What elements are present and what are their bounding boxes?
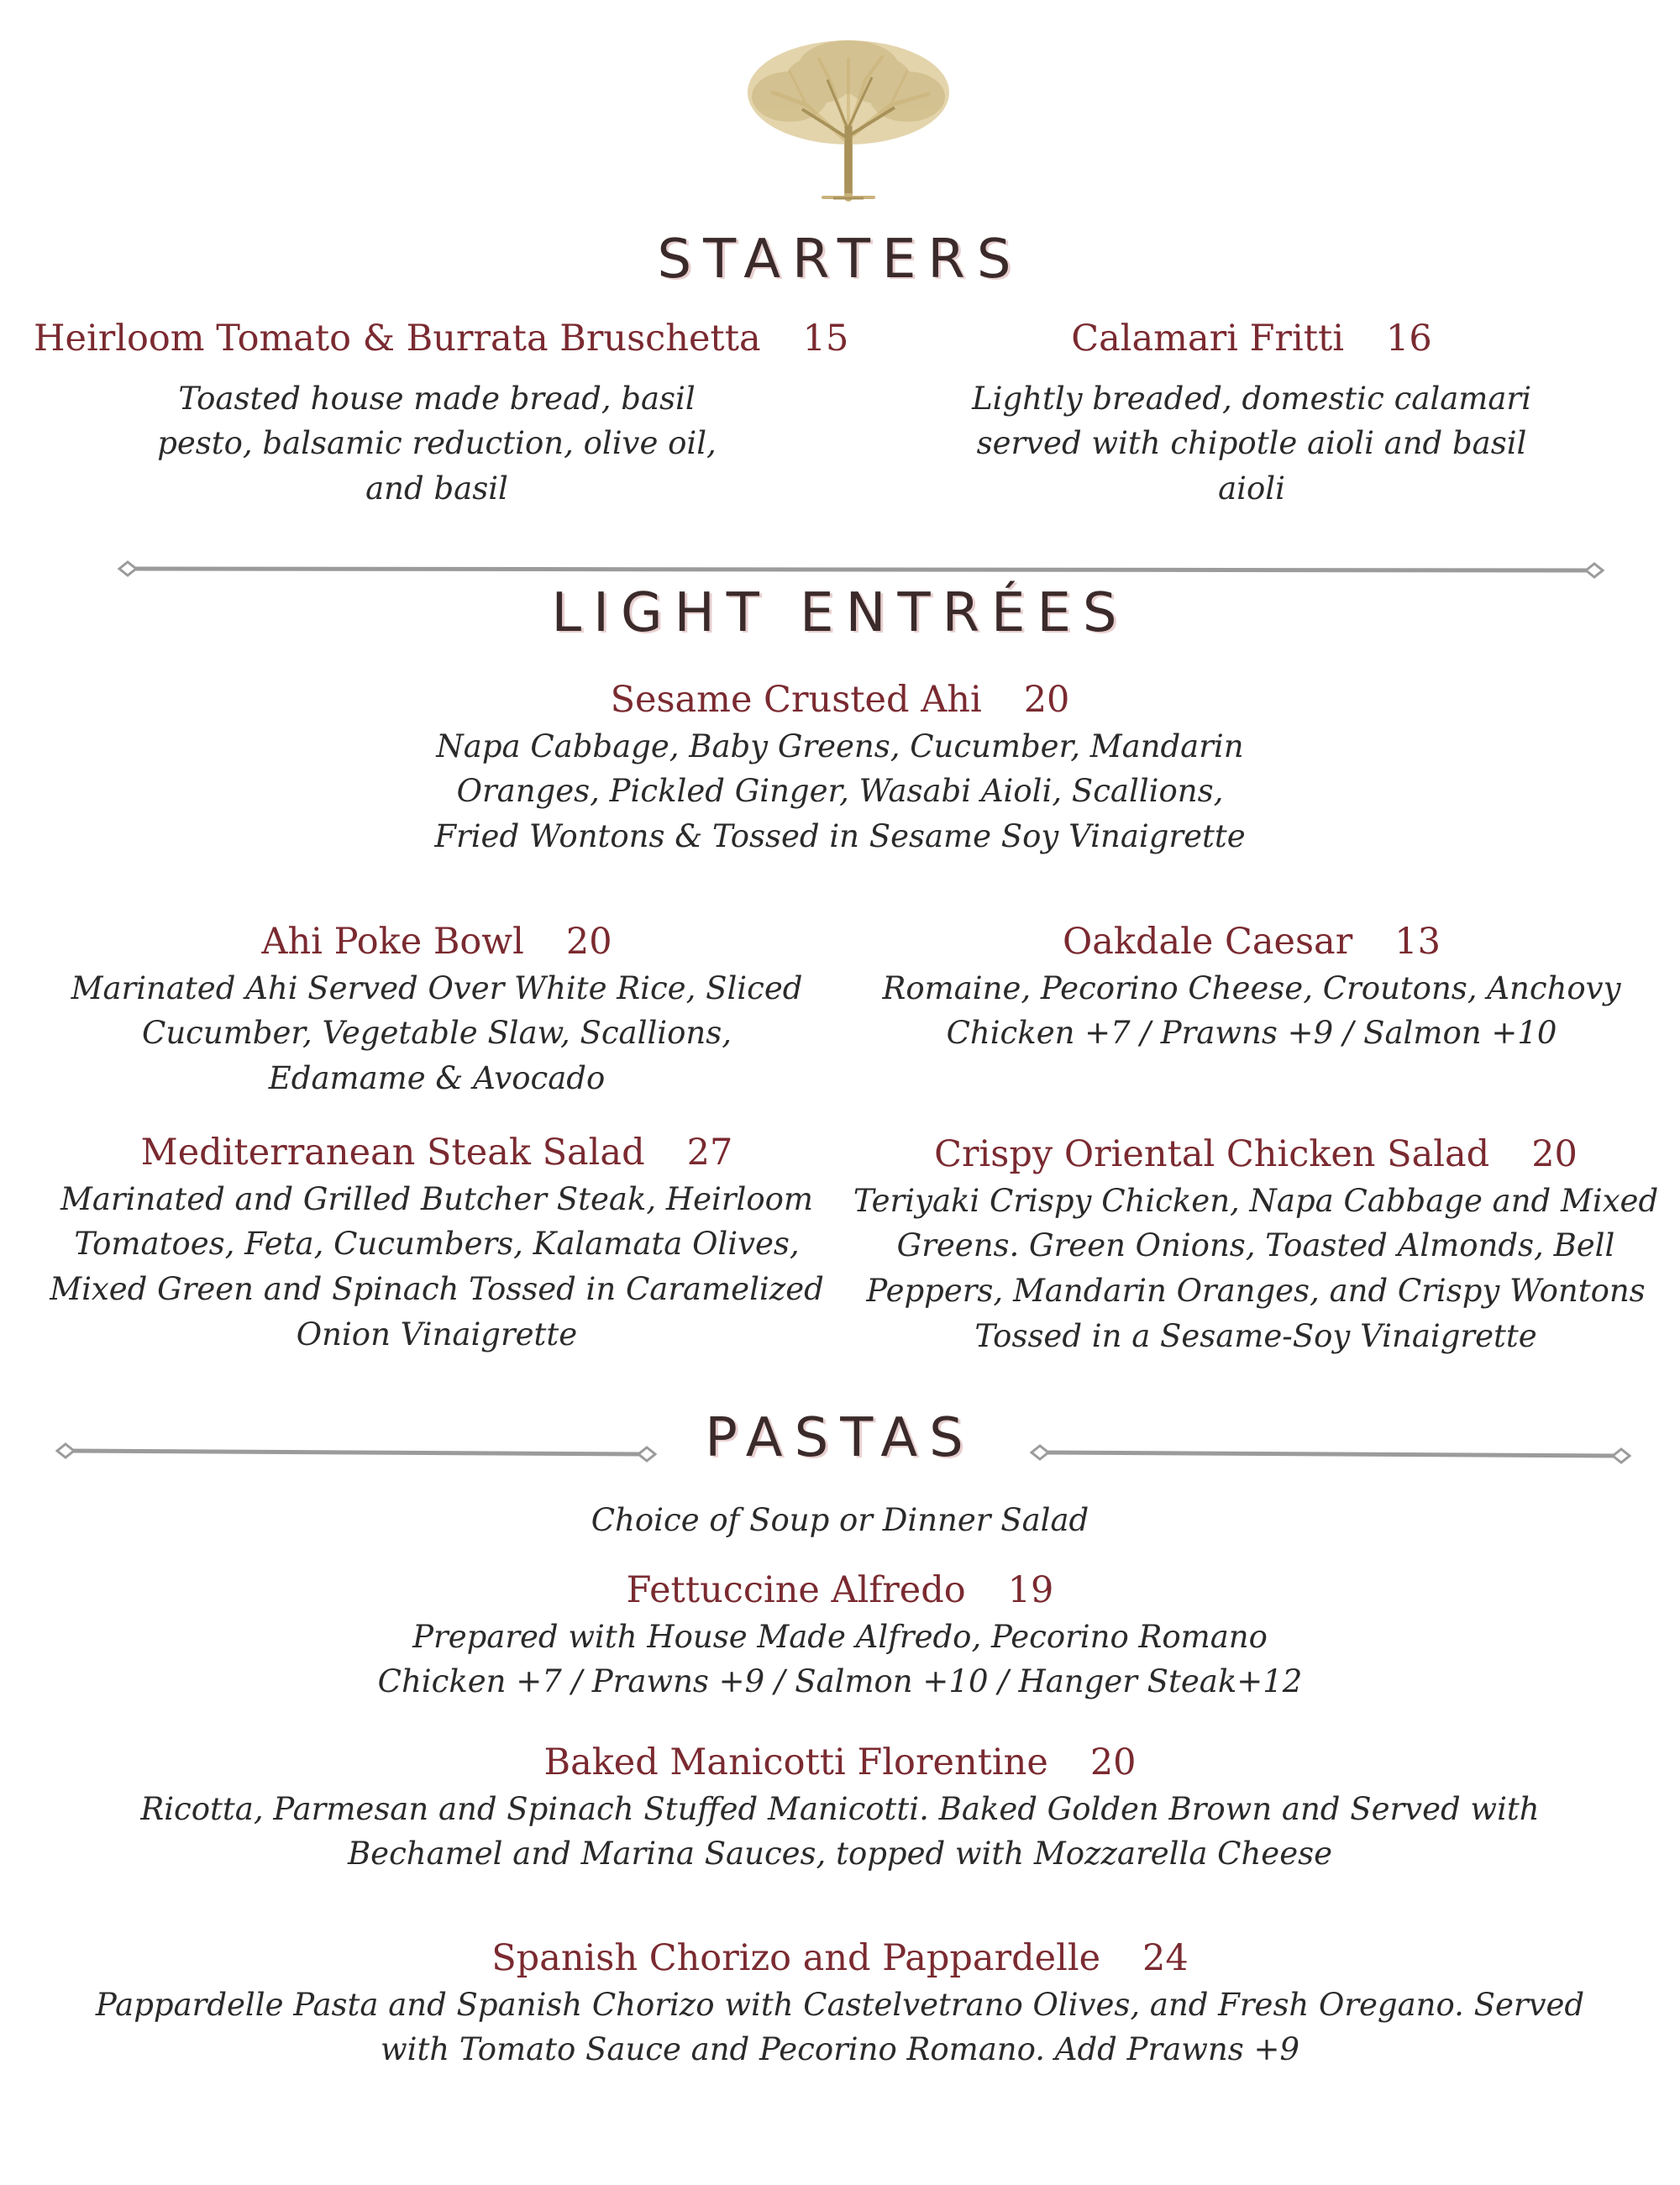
item-name: Mediterranean Steak Salad — [140, 1132, 645, 1174]
description-line: with Tomato Sauce and Pecorino Romano. Add Prawns +9 — [380, 2031, 1300, 2068]
item-description — [848, 1179, 1663, 1359]
description-line: Marinated and Grilled Butcher Steak, Heirloom — [60, 1180, 814, 1217]
item-description — [857, 376, 1646, 512]
oak-tree-icon — [739, 34, 958, 202]
description-line: Peppers, Mandarin Oranges, and Crispy Wontons — [866, 1272, 1646, 1309]
description-line: Prepared with House Made Alfredo, Pecorino Romano — [412, 1618, 1268, 1655]
description-line: Marinated Ahi Served Over White Rice, Sliced — [71, 969, 803, 1006]
menu-item — [67, 1937, 1613, 2072]
menu-item — [848, 1133, 1663, 1358]
description-line: Lightly breaded, domestic calamari — [972, 380, 1531, 417]
description-line: Bechamel and Marina Sauces, topped with Mozzarella Cheese — [347, 1836, 1332, 1872]
menu-item — [857, 318, 1646, 512]
item-price: 20 — [1089, 1741, 1137, 1783]
item-description — [857, 966, 1646, 1056]
menu-item — [857, 921, 1646, 1056]
description-line: Oranges, Pickled Ginger, Wasabi Aioli, Scallions, — [456, 773, 1224, 810]
description-line: aioli — [1218, 470, 1285, 507]
item-price: 27 — [686, 1132, 733, 1174]
item-title — [34, 921, 840, 964]
description-line: Greens. Green Onions, Toasted Almonds, Bell — [896, 1227, 1615, 1264]
description-line: Chicken +7 / Prawns +9 / Salmon +10 / Hanger Steak+12 — [377, 1663, 1303, 1700]
menu-item — [84, 1741, 1596, 1877]
item-price: 24 — [1142, 1937, 1189, 1979]
section-divider-right — [1030, 1444, 1631, 1464]
item-price: 20 — [565, 921, 612, 963]
item-title — [34, 318, 849, 361]
description-line: Chicken +7 / Prawns +9 / Salmon +10 — [946, 1015, 1557, 1052]
section-divider — [118, 559, 1604, 579]
description-line: Onion Vinaigrette — [296, 1316, 578, 1352]
description-line: Toasted house made bread, basil — [178, 380, 696, 417]
pastas-note: Choice of Soup or Dinner Salad — [591, 1502, 1089, 1538]
menu-item — [34, 318, 849, 512]
description-line: Ricotta, Parmesan and Spinach Stuffed Manicotti. Baked Golden Brown and Served with — [140, 1790, 1540, 1827]
item-description — [34, 376, 840, 512]
description-line: and basil — [365, 470, 508, 507]
description-line: Tossed in a Sesame-Soy Vinaigrette — [974, 1317, 1537, 1354]
menu-item — [252, 1569, 1428, 1704]
description-line: served with chipotle aioli and basil — [976, 425, 1527, 462]
item-description — [84, 1787, 1596, 1877]
item-name: Oakdale Caesar — [1063, 921, 1353, 963]
description-line: Romaine, Pecorino Cheese, Croutons, Anchovy — [882, 969, 1621, 1006]
pastas-heading: PASTAS — [705, 1407, 975, 1469]
item-name: Calamari Fritti — [1071, 318, 1345, 360]
description-line: Napa Cabbage, Baby Greens, Cucumber, Mandarin — [436, 727, 1244, 764]
item-name: Crispy Oriental Chicken Salad — [934, 1133, 1490, 1175]
item-title — [857, 921, 1646, 964]
description-line: Pappardelle Pasta and Spanish Chorizo with Castelvetrano Olives, and Fresh Oregano. Served — [95, 1986, 1585, 2023]
description-line: Cucumber, Vegetable Slaw, Scallions, — [142, 1015, 732, 1052]
item-name: Fettuccine Alfredo — [626, 1569, 966, 1611]
item-name: Ahi Poke Bowl — [261, 921, 524, 963]
item-description — [252, 1615, 1428, 1704]
item-title — [857, 318, 1646, 361]
item-price: 19 — [1007, 1569, 1054, 1611]
item-title — [336, 679, 1344, 722]
description-line: Edamame & Avocado — [268, 1059, 606, 1096]
description-line: Teriyaki Crispy Chicken, Napa Cabbage and Mixed — [853, 1182, 1659, 1219]
item-description — [34, 1177, 840, 1358]
item-name: Heirloom Tomato & Burrata Bruschetta — [34, 318, 761, 360]
menu-item — [34, 921, 840, 1101]
menu-item — [336, 679, 1344, 859]
item-price: 15 — [802, 318, 849, 360]
starters-heading: STARTERS — [657, 228, 1023, 291]
menu-item — [34, 1132, 840, 1357]
item-price: 20 — [1023, 679, 1070, 721]
item-title — [848, 1133, 1663, 1177]
description-line: Tomatoes, Feta, Cucumbers, Kalamata Olives, — [74, 1226, 800, 1263]
item-price: 13 — [1394, 921, 1441, 963]
description-line: Fried Wontons & Tossed in Sesame Soy Vinaigrette — [434, 817, 1246, 854]
description-line: pesto, balsamic reduction, olive oil, — [157, 425, 717, 462]
item-description — [67, 1983, 1613, 2072]
item-name: Spanish Chorizo and Pappardelle — [491, 1937, 1101, 1979]
item-title — [84, 1741, 1596, 1785]
item-title — [34, 1132, 840, 1175]
item-price: 16 — [1386, 318, 1432, 360]
item-price: 20 — [1531, 1133, 1578, 1175]
item-name: Baked Manicotti Florentine — [543, 1741, 1048, 1783]
item-title — [252, 1569, 1428, 1613]
item-name: Sesame Crusted Ahi — [610, 679, 982, 721]
item-description — [336, 724, 1344, 859]
light-entrees-heading: LIGHT ENTRÉES — [551, 582, 1129, 644]
item-description — [34, 966, 840, 1101]
item-title — [67, 1937, 1613, 1981]
description-line: Mixed Green and Spinach Tossed in Caramelized — [50, 1270, 824, 1307]
